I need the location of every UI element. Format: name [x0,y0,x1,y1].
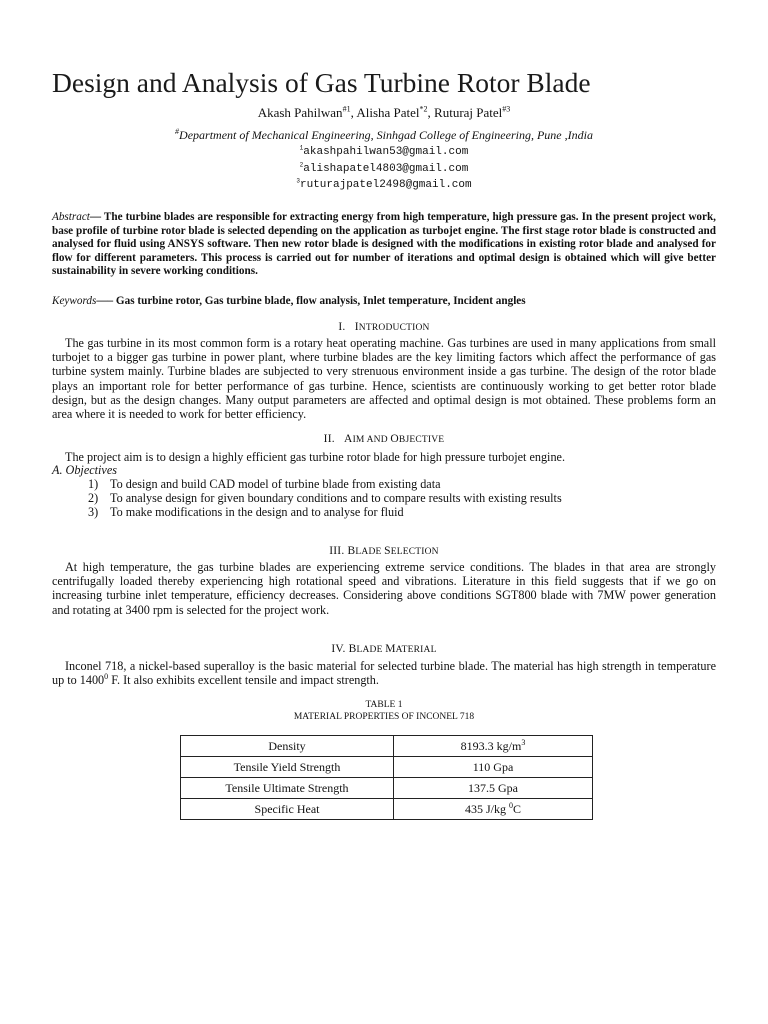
email-address: akashpahilwan53@gmail.com [303,146,469,158]
section-heading-blade-selection: III. BLADE SELECTION [329,545,439,557]
author-mark: #1 [342,104,351,114]
list-item: 1) To design and build CAD model of turbine blade from existing data [88,477,441,491]
table-cell-property: Tensile Yield Strength [181,757,394,778]
email-address: ruturajpatel2498@gmail.com [299,179,472,191]
introduction-paragraph: The gas turbine in its most common form is a rotary heat operating machine. Gas turbines are used in many applications from small turbojet to a bigger gas turbine in power plant, where turbine blades are the key limiting factors which affect the performance of gas turbine system mainly. Turbine blades are subjected to very strenuous environment inside a gas turbine. The design of the rotor blade plays an important role for better performance of gas turbine. Hence, scientists are continuously working to get better rotor blade design, but as the design changes. Many output parameters are affected and optimal design is mot obtained. These problems form an area where it is needed to work for better efficiency. [52,336,716,422]
table-row [181,736,593,757]
abstract-label: Abstract [52,211,90,223]
email-mark: 3 [296,177,300,185]
abstract-text: The turbine blades are responsible for extracting energy from high temperature, high pressure gas. In the present project work, base profile of turbine rotor blade is selected depending on the application as turbojet engine. The first stage rotor blade is constructed and analysed for fluid using ANSYS software. Then new rotor blade is designed with the modifications in existing rotor blade and analysed for flow for different parameters. This process is carried out for number of iterations and optimal design is obtained which will give better sustainability in severe working conditions. [52,211,716,278]
blade-selection-paragraph: At high temperature, the gas turbine blades are experiencing extreme service conditions. The blades in that area are strongly centrifugally loaded thereby experiencing high rotational speed and vibrations. Literature in this field suggests that if we go on increasing turbine inlet temperature, efficiency decreases. Considering above conditions SGT800 blade with 7MW power generation and rotating at 3400 rpm is selected for the project work. [52,560,716,617]
affiliation-mark: # [175,127,180,136]
table-label: TABLE 1 [365,700,403,710]
keywords [52,294,716,308]
table-caption: MATERIAL PROPERTIES OF INCONEL 718 [293,712,475,722]
section-heading-aim: II. AIM AND OBJECTIVE [323,433,445,445]
table-cell-property: Specific Heat [181,799,394,820]
author-name: Ruturaj Patel [434,105,503,120]
author-list: Akash Pahilwan$^{\#1}$, Alisha Patel$^{*2}$, Ruturaj Patel$^{\#3}$ [257,104,511,120]
objectives-label: A. Objectives [52,463,117,477]
table-cell-value: 8193.3 $kg/m^3$ [394,736,593,757]
paper-title: Design and Analysis of Gas Turbine Rotor Blade [52,67,591,98]
keywords-text: Gas turbine rotor, Gas turbine blade, flow analysis, Inlet temperature, Incident angles [115,295,526,307]
blade-material-paragraph: Inconel 718, a nickel-based superalloy is the basic material for selected turbine blade. The material has high strength in temperature up to 1400$^0$ F. It also exhibits excellent tensile and impact strength. [52,659,716,688]
table-row [181,778,593,799]
author-email [0,162,768,176]
email-mark: 2 [299,161,304,169]
list-item: 2) To analyse design for given boundary conditions and to compare results with existing results [88,491,562,505]
author-email [0,145,768,159]
table-row [181,799,593,820]
table-cell-property: Density [181,736,394,757]
author-email [0,178,768,192]
aim-paragraph: The project aim is to design a highly efficient gas turbine rotor blade for high pressure turbojet engine. [65,450,565,464]
affiliation-text: Department of Mechanical Engineering, Sinhgad College of Engineering, Pune ,India [179,128,593,142]
author-mark: *2 [419,104,428,114]
affiliation [0,127,768,143]
table-row [181,757,593,778]
table-cell-value: 435 J/kg $^0$C [394,799,593,820]
author-name: Akash Pahilwan [257,105,343,120]
table-cell-value: 110 Gpa [394,757,593,778]
email-mark: 1 [299,144,304,152]
abstract-dash: — [89,211,104,223]
table-cell-value: 137.5 Gpa [394,778,593,799]
table-cell-property: Tensile Ultimate Strength [181,778,394,799]
author-name: Alisha Patel [356,105,420,120]
list-item: 3) To make modifications in the design and to analyse for fluid [88,505,404,519]
abstract [52,211,716,279]
material-properties-table [180,735,593,820]
keywords-label: Keywords [52,295,97,307]
email-address: alishapatel4803@gmail.com [303,163,469,175]
section-heading-introduction: I. INTRODUCTION [338,321,430,333]
section-heading-blade-material: IV. BLADE MATERIAL [331,643,437,655]
keywords-dash: —– [96,295,116,307]
author-mark: #3 [502,104,511,114]
